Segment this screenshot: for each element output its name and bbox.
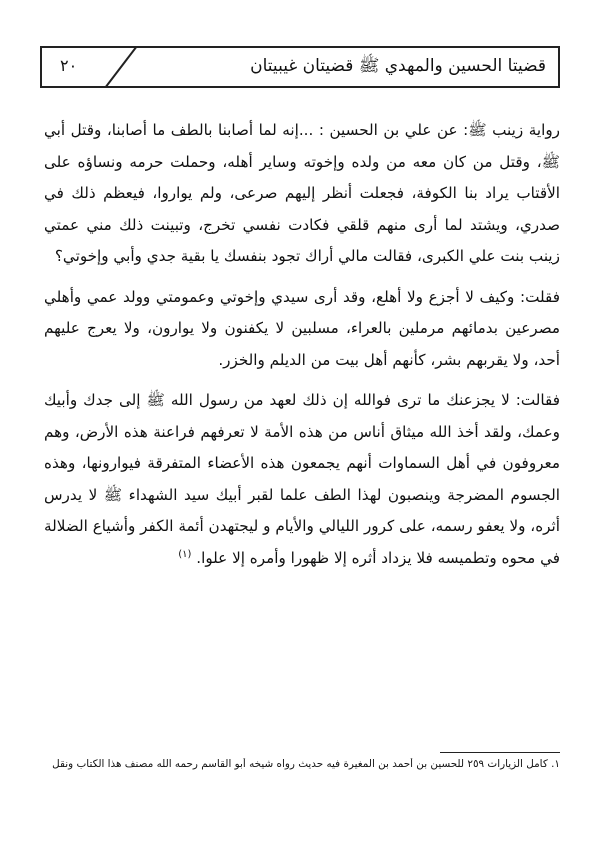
footnote-text: ١. كامل الزيارات ٢٥٩ للحسين بن أحمد بن المغيرة فيه حديث رواه شيخه أبو القاسم رحمه الله مصنف هذا الكتاب ونقل — [52, 758, 560, 770]
running-header-title: قضيتا الحسين والمهدي ﷺ قضيتان غيبيتان — [250, 56, 546, 76]
paragraph-narration: رواية زينب ﷺ: عن علي بن الحسين : ...إنه لما أصابنا بالطف ما أصابنا، وقتل أبي ﷺ، وقتل من كان معه من ولده وإخوته وساير أهله، وحملت حرمه ونساؤه على الأقتاب يراد بنا الكوفة، فجعلت أنظر إليهم صرعى، ولم يواروا، فيعظم ذلك في صدري، ويشتد لما أرى منهم قلقي فكادت نفسي تخرج، وتبينت ذلك مني عمتي زينب بنت علي الكبرى، فقالت مالي أراك تجود بنفسك يا بقية جدي وأبي وإخوتي؟ — [44, 121, 560, 265]
paragraph-consolation-text: فقالت: لا يجزعنك ما ترى فوالله إن ذلك لعهد من رسول الله ﷺ إلى جدك وأبيك وعمك، ولقد أخذ الله ميثاق أناس من هذه الأمة لا تعرفهم فراعنة هذه الأرض، وهم معروفون في أهل السماوات أنهم يجمعون هذه الأعضاء المتفرقة فيوارونها، وهذه الجسوم المضرجة وينصبون لهذا الطف علما لقبر أبيك سيد الشهداء ﷺ لا يدرس أثره، ولا يعفو رسمه، على كرور الليالي والأيام و ليجتهدن أئمة الكفر وأشياع الضلالة في محوه وتطميسه فلا يزداد أثره إلا ظهورا وأمره إلا علوا. — [44, 391, 560, 567]
header-slash-divider — [104, 46, 138, 88]
running-header — [40, 46, 560, 88]
footnote-separator — [440, 752, 560, 753]
footnote-reference: (١) — [178, 548, 192, 560]
page-number: ٢٠ — [60, 56, 78, 75]
body-text — [44, 115, 560, 574]
paragraph-consolation — [44, 385, 560, 574]
paragraph-reply: فقلت: وكيف لا أجزع ولا أهلع، وقد أرى سيدي وإخوتي وعمومتي وولد عمي وأهلي مصرعين بدمائهم مرملين بالعراء، مسلبين لا يكفنون ولا يوارون، ولا يعرج عليهم أحد، ولا يقربهم بشر، كأنهم أهل بيت من الديلم والخزر. — [44, 287, 560, 369]
